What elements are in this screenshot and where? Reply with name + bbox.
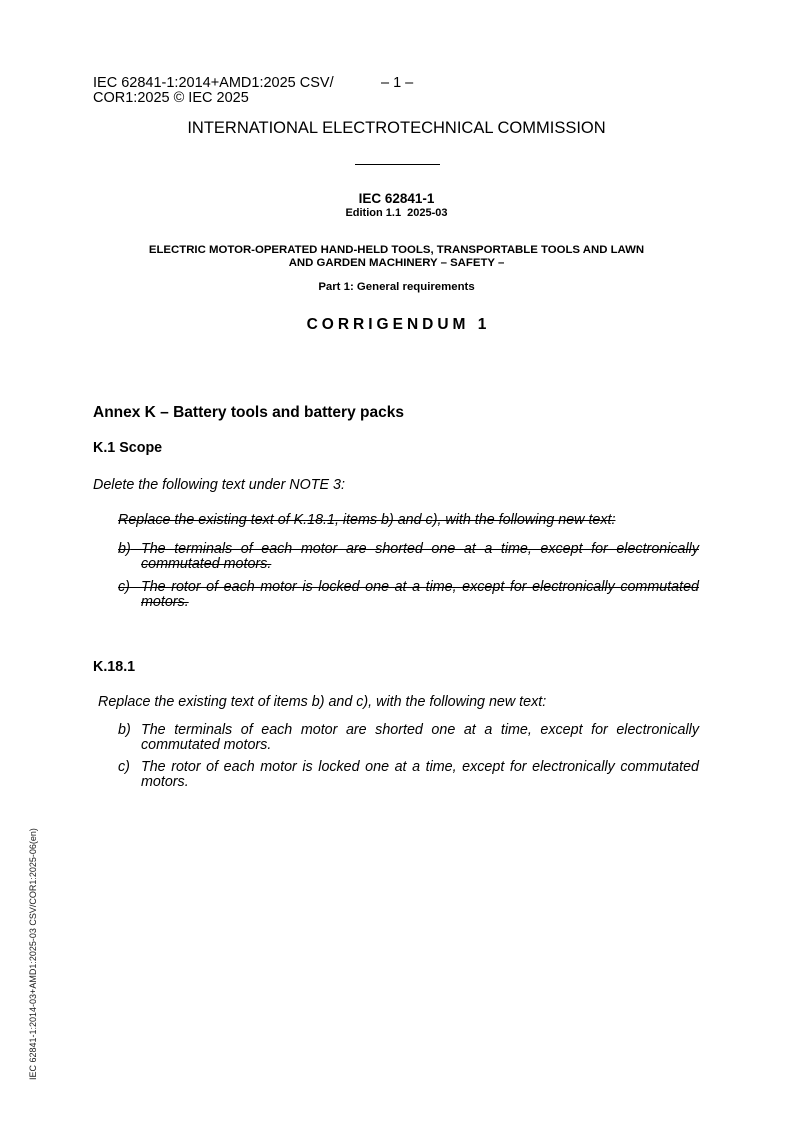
list-item-label: c) <box>118 760 130 775</box>
list-item-text: The terminals of each motor are shorted one at a time, except for electronically commutated motors. <box>141 541 699 572</box>
k1-deleted-intro: Replace the existing text of K.18.1, items b) and c), with the following new text: <box>118 512 616 528</box>
k18-1-item-b <box>118 723 699 752</box>
standard-title-line2: AND GARDEN MACHINERY – SAFETY – <box>288 257 505 269</box>
standard-part-title: Part 1: General requirements <box>318 281 475 293</box>
k18-1-instruction: Replace the existing text of items b) and c), with the following new text: <box>98 694 547 710</box>
header-doc-reference-line1: IEC 62841-1:2014+AMD1:2025 CSV/ <box>93 75 334 91</box>
list-item-label: c) <box>118 580 130 595</box>
list-item-text: The rotor of each motor is locked one at a time, except for electronically commutated motors. <box>141 759 699 790</box>
title-divider <box>355 164 440 165</box>
section-heading-k1: K.1 Scope <box>93 440 163 456</box>
k1-deleted-item-b <box>118 542 699 571</box>
annex-heading: Annex K – Battery tools and battery packs <box>93 404 404 421</box>
section-heading-k18-1: K.18.1 <box>93 659 136 675</box>
list-item-text: The terminals of each motor are shorted one at a time, except for electronically commutated motors. <box>141 722 699 753</box>
k1-deleted-item-c <box>118 580 699 609</box>
page-number: – 1 – <box>381 75 414 91</box>
k18-1-item-c <box>118 760 699 789</box>
k1-instruction: Delete the following text under NOTE 3: <box>93 477 345 493</box>
list-item-text: The rotor of each motor is locked one at a time, except for electronically commutated motors. <box>141 579 699 610</box>
standard-number: IEC 62841-1 <box>358 191 435 206</box>
side-document-reference: IEC 62841-1:2014-03+AMD1:2025-03 CSV/COR1:2025-06(en) <box>28 828 38 1080</box>
standard-title-line1: ELECTRIC MOTOR-OPERATED HAND-HELD TOOLS, TRANSPORTABLE TOOLS AND LAWN <box>148 244 645 256</box>
list-item-label: b) <box>118 542 131 557</box>
document-type-title: CORRIGENDUM 1 <box>306 316 491 333</box>
edition-line: Edition 1.1 2025-03 <box>345 207 448 219</box>
header-doc-reference-line2: COR1:2025 © IEC 2025 <box>93 90 249 106</box>
list-item-label: b) <box>118 723 131 738</box>
organization-name: INTERNATIONAL ELECTROTECHNICAL COMMISSION <box>187 119 606 137</box>
